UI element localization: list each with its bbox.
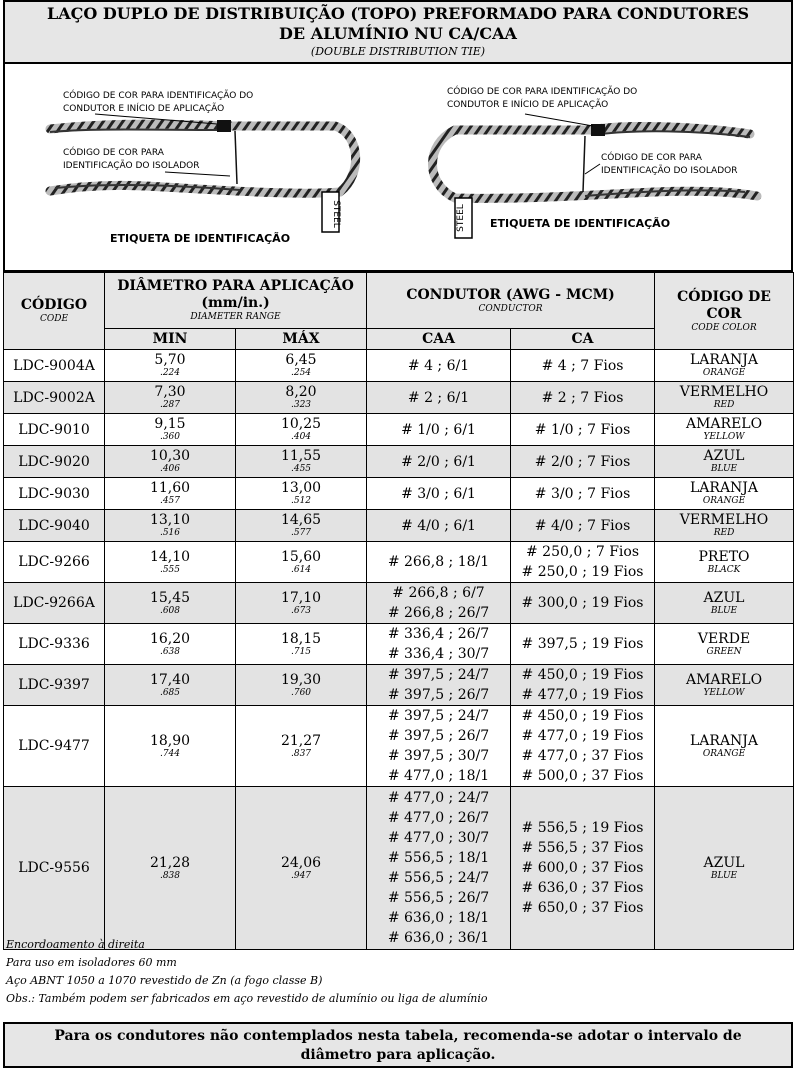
- cell-caa: [367, 665, 511, 706]
- cell-caa: [367, 414, 511, 446]
- cell-ca: [511, 665, 655, 706]
- right-label1-line1: CÓDIGO DE COR PARA IDENTIFICAÇÃO DO: [447, 87, 638, 97]
- cell-color: VERDE GREEN: [655, 624, 794, 665]
- cell-caa: [367, 624, 511, 665]
- cell-code: LDC-9004A: [4, 350, 105, 382]
- ca-line: # 4 ; 7 Fios: [541, 357, 624, 374]
- cell-max: 11,55 .455: [236, 446, 367, 478]
- left-label2-line1: CÓDIGO DE COR PARA: [63, 148, 164, 158]
- right-label2-line2: IDENTIFICAÇÃO DO ISOLADOR: [601, 166, 738, 176]
- caa-line: # 636,0 ; 36/1: [387, 930, 490, 946]
- table-row: [4, 706, 794, 787]
- table-row: [4, 414, 794, 446]
- table-row: [4, 382, 794, 414]
- ca-line: # 477,0 ; 19 Fios: [521, 687, 644, 703]
- caa-line: # 477,0 ; 24/7: [387, 790, 490, 806]
- right-label2-line1: CÓDIGO DE COR PARA: [601, 153, 702, 163]
- col-code-header: CÓDIGO CODE: [4, 273, 105, 350]
- caa-line: # 1/0 ; 6/1: [401, 421, 476, 438]
- ca-line: # 4/0 ; 7 Fios: [534, 517, 631, 534]
- title-box: [3, 0, 793, 64]
- right-label1-line2: CONDUTOR E INÍCIO DE APLICAÇÃO: [447, 100, 609, 110]
- ca-line: # 600,0 ; 37 Fios: [521, 860, 644, 876]
- caa-line: # 266,8 ; 26/7: [387, 605, 490, 621]
- spec-table: [3, 272, 794, 950]
- col-ca-header: CA: [511, 329, 655, 350]
- product-drawing: [3, 64, 793, 272]
- col-conductor-header: CONDUTOR (AWG - MCM) CONDUCTOR: [367, 273, 655, 329]
- caa-line: # 2 ; 6/1: [407, 389, 470, 406]
- cell-min: 15,45 .608: [105, 583, 236, 624]
- cell-max: 6,45 .254: [236, 350, 367, 382]
- cell-caa: [367, 583, 511, 624]
- cell-ca: [511, 414, 655, 446]
- caa-line: # 4 ; 6/1: [407, 357, 470, 374]
- caa-line: # 477,0 ; 26/7: [387, 810, 490, 826]
- cell-ca: [511, 382, 655, 414]
- cell-code: LDC-9020: [4, 446, 105, 478]
- note-line: Aço ABNT 1050 a 1070 revestido de Zn (a fogo classe B): [6, 974, 323, 987]
- cell-code: LDC-9336: [4, 624, 105, 665]
- caa-line: # 636,0 ; 18/1: [387, 910, 490, 926]
- cell-ca: [511, 510, 655, 542]
- right-tag-text: STEEL: [456, 204, 466, 232]
- table-row: [4, 446, 794, 478]
- col-min-header: MIN: [105, 329, 236, 350]
- cell-min: 5,70 .224: [105, 350, 236, 382]
- notes: [6, 936, 488, 1008]
- right-caption: ETIQUETA DE IDENTIFICAÇÃO: [490, 217, 671, 230]
- ca-line: # 300,0 ; 19 Fios: [521, 595, 644, 611]
- cell-color: VERMELHO RED: [655, 382, 794, 414]
- cell-max: 18,15 .715: [236, 624, 367, 665]
- ca-line: # 556,5 ; 37 Fios: [521, 840, 644, 856]
- footer-line2: diâmetro para aplicação.: [300, 1047, 496, 1063]
- cell-color: AZUL BLUE: [655, 583, 794, 624]
- table-row: [4, 542, 794, 583]
- cell-max: 17,10 .673: [236, 583, 367, 624]
- footer-line1: Para os condutores não contemplados nesta tabela, recomenda-se adotar o intervalo de: [54, 1028, 742, 1044]
- cell-min: 9,15 .360: [105, 414, 236, 446]
- caa-line: # 397,5 ; 26/7: [387, 687, 490, 703]
- tie-illustration: [5, 64, 791, 270]
- note-line: Para uso em isoladores 60 mm: [6, 956, 177, 969]
- note-line: Obs.: Também podem ser fabricados em aço revestido de alumínio ou liga de alumínio: [6, 992, 488, 1005]
- caa-line: # 3/0 ; 6/1: [401, 485, 476, 502]
- cell-ca: [511, 446, 655, 478]
- cell-color: AZUL BLUE: [655, 787, 794, 950]
- cell-ca: [511, 787, 655, 950]
- cell-min: 16,20 .638: [105, 624, 236, 665]
- cell-code: LDC-9002A: [4, 382, 105, 414]
- cell-code: LDC-9397: [4, 665, 105, 706]
- cell-color: AMARELO YELLOW: [655, 665, 794, 706]
- caa-line: # 336,4 ; 30/7: [387, 646, 490, 662]
- cell-caa: [367, 510, 511, 542]
- cell-min: 18,90 .744: [105, 706, 236, 787]
- caa-line: # 556,5 ; 18/1: [387, 850, 490, 866]
- cell-code: LDC-9266A: [4, 583, 105, 624]
- left-caption: ETIQUETA DE IDENTIFICAÇÃO: [110, 232, 291, 245]
- cell-max: 8,20 .323: [236, 382, 367, 414]
- col-color-header: CÓDIGO DE COR CODE COLOR: [655, 273, 794, 350]
- cell-ca: [511, 583, 655, 624]
- cell-color: LARANJA ORANGE: [655, 706, 794, 787]
- cell-min: 21,28 .838: [105, 787, 236, 950]
- caa-line: # 4/0 ; 6/1: [401, 517, 476, 534]
- cell-code: LDC-9556: [4, 787, 105, 950]
- note-line: Encordoamento à direita: [6, 938, 145, 951]
- cell-caa: [367, 446, 511, 478]
- cell-caa: [367, 787, 511, 950]
- caa-line: # 556,5 ; 26/7: [387, 890, 490, 906]
- col-caa-header: CAA: [367, 329, 511, 350]
- cell-ca: [511, 706, 655, 787]
- cell-caa: [367, 478, 511, 510]
- caa-line: # 477,0 ; 30/7: [387, 830, 490, 846]
- cell-color: LARANJA ORANGE: [655, 350, 794, 382]
- table-row: [4, 510, 794, 542]
- cell-min: 10,30 .406: [105, 446, 236, 478]
- ca-line: # 250,0 ; 19 Fios: [521, 564, 644, 580]
- page-title-line1: LAÇO DUPLO DE DISTRIBUIÇÃO (TOPO) PREFORMADO PARA CONDUTORES: [46, 4, 750, 23]
- caa-line: # 2/0 ; 6/1: [401, 453, 476, 470]
- cell-max: 24,06 .947: [236, 787, 367, 950]
- ca-line: # 650,0 ; 37 Fios: [521, 900, 644, 916]
- caa-line: # 397,5 ; 24/7: [387, 667, 490, 683]
- cell-code: LDC-9030: [4, 478, 105, 510]
- cell-min: 17,40 .685: [105, 665, 236, 706]
- cell-code: LDC-9040: [4, 510, 105, 542]
- caa-line: # 477,0 ; 18/1: [387, 768, 490, 784]
- spec-table-body: [4, 350, 794, 950]
- cell-max: 15,60 .614: [236, 542, 367, 583]
- ca-line: # 477,0 ; 37 Fios: [521, 748, 644, 764]
- left-tie: [50, 114, 356, 232]
- cell-max: 13,00 .512: [236, 478, 367, 510]
- cell-code: LDC-9266: [4, 542, 105, 583]
- cell-max: 21,27 .837: [236, 706, 367, 787]
- cell-min: 14,10 .555: [105, 542, 236, 583]
- cell-caa: [367, 350, 511, 382]
- cell-ca: [511, 624, 655, 665]
- col-max-header: MÁX: [236, 329, 367, 350]
- ca-line: # 3/0 ; 7 Fios: [534, 485, 631, 502]
- caa-line: # 397,5 ; 26/7: [387, 728, 490, 744]
- caa-line: # 397,5 ; 30/7: [387, 748, 490, 764]
- cell-ca: [511, 542, 655, 583]
- cell-color: LARANJA ORANGE: [655, 478, 794, 510]
- ca-line: # 1/0 ; 7 Fios: [534, 421, 631, 438]
- page-subtitle: (DOUBLE DISTRIBUTION TIE): [310, 45, 486, 58]
- table-row: [4, 350, 794, 382]
- left-label2-line2: IDENTIFICAÇÃO DO ISOLADOR: [63, 161, 200, 171]
- ca-line: # 450,0 ; 19 Fios: [521, 708, 644, 724]
- cell-caa: [367, 382, 511, 414]
- ca-line: # 450,0 ; 19 Fios: [521, 667, 644, 683]
- cell-max: 14,65 .577: [236, 510, 367, 542]
- ca-line: # 636,0 ; 37 Fios: [521, 880, 644, 896]
- cell-max: 10,25 .404: [236, 414, 367, 446]
- col-diameter-header: DIÂMETRO PARA APLICAÇÃO (mm/in.) DIAMETER RANGE: [105, 273, 367, 329]
- cell-min: 7,30 .287: [105, 382, 236, 414]
- ca-line: # 477,0 ; 19 Fios: [521, 728, 644, 744]
- caa-line: # 266,8 ; 18/1: [387, 554, 490, 570]
- table-row: [4, 624, 794, 665]
- cell-max: 19,30 .760: [236, 665, 367, 706]
- cell-color: PRETO BLACK: [655, 542, 794, 583]
- cell-color: AZUL BLUE: [655, 446, 794, 478]
- caa-line: # 266,8 ; 6/7: [392, 585, 485, 601]
- cell-min: 13,10 .516: [105, 510, 236, 542]
- ca-line: # 397,5 ; 19 Fios: [521, 636, 644, 652]
- cell-caa: [367, 706, 511, 787]
- cell-color: AMARELO YELLOW: [655, 414, 794, 446]
- caa-line: # 336,4 ; 26/7: [387, 626, 490, 642]
- ca-line: # 500,0 ; 37 Fios: [521, 768, 644, 784]
- cell-ca: [511, 350, 655, 382]
- cell-code: LDC-9477: [4, 706, 105, 787]
- table-row: [4, 583, 794, 624]
- caa-line: # 397,5 ; 24/7: [387, 708, 490, 724]
- left-label1-line2: CONDUTOR E INÍCIO DE APLICAÇÃO: [63, 104, 225, 114]
- cell-code: LDC-9010: [4, 414, 105, 446]
- caa-line: # 556,5 ; 24/7: [387, 870, 490, 886]
- left-tag-text: STEEL: [331, 200, 341, 228]
- ca-line: # 2/0 ; 7 Fios: [534, 453, 631, 470]
- cell-color: VERMELHO RED: [655, 510, 794, 542]
- left-label1-line1: CÓDIGO DE COR PARA IDENTIFICAÇÃO DO: [63, 91, 254, 101]
- ca-line: # 250,0 ; 7 Fios: [525, 544, 640, 560]
- cell-ca: [511, 478, 655, 510]
- page-title-line2: DE ALUMÍNIO NU CA/CAA: [279, 24, 517, 43]
- ca-line: # 2 ; 7 Fios: [541, 389, 624, 406]
- table-row: [4, 665, 794, 706]
- table-row: [4, 787, 794, 950]
- ca-line: # 556,5 ; 19 Fios: [521, 820, 644, 836]
- cell-min: 11,60 .457: [105, 478, 236, 510]
- cell-caa: [367, 542, 511, 583]
- footer-note: [3, 1022, 793, 1068]
- table-row: [4, 478, 794, 510]
